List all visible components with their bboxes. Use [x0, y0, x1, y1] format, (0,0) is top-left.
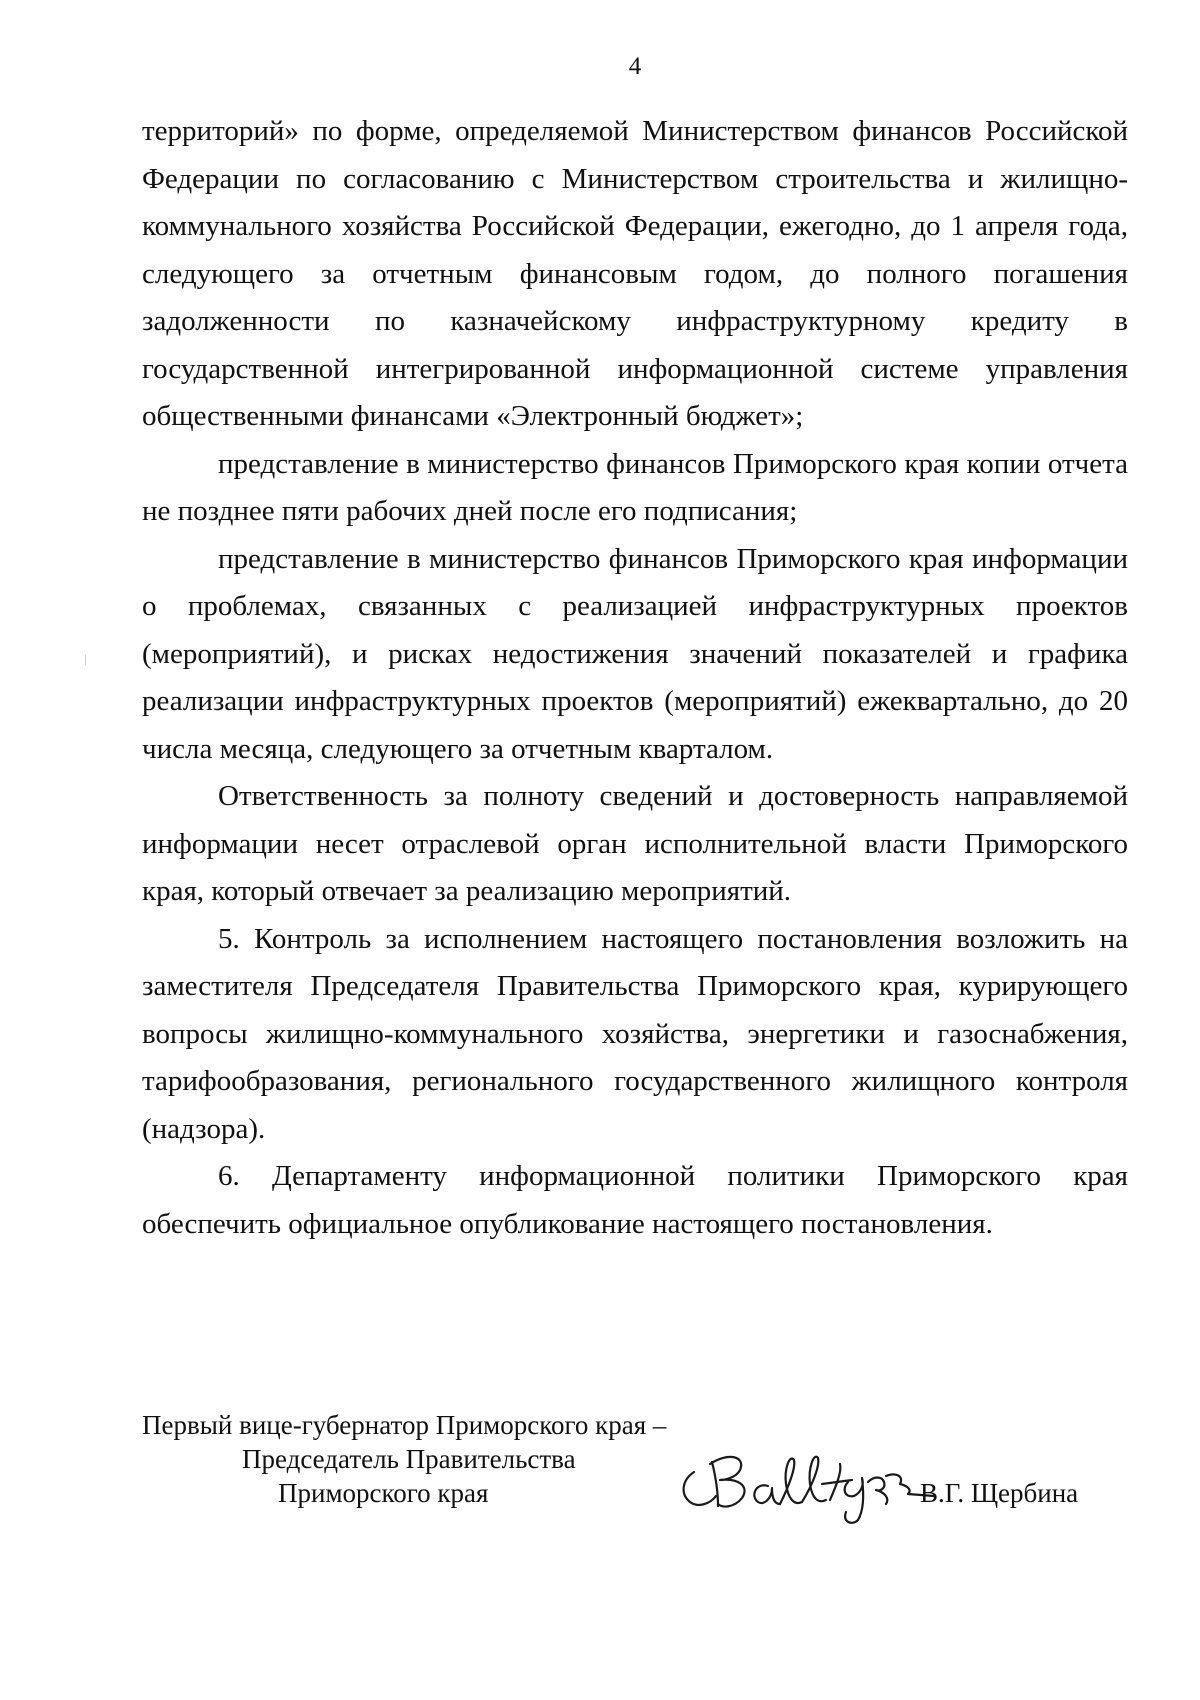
margin-mark: [85, 655, 86, 665]
paragraph-problems-info: представление в министерство финансов Приморского края информации о проблемах, связанных с реализацией инфраструктурных проектов (мероприятий), и рисках недостижения значений показателей и графика реализации инфраструктурных проектов (мероприятий) ежеквартально, до 20 числа месяца, следующего за отчетным кварталом.: [142, 542, 1128, 765]
paragraph-report-copy: представление в министерство финансов Приморского края копии отчета не позднее пяти рабочих дней после его подписания;: [142, 447, 1128, 527]
signatory-title-line-2: Председатель Правительства: [242, 1444, 576, 1474]
paragraph-item-6-publication: 6. Департаменту информационной политики Приморского края обеспечить официальное опубликование настоящего постановления.: [142, 1160, 1128, 1240]
signatory-title-line-3: Приморского края: [278, 1478, 489, 1508]
document-body: [142, 108, 1128, 1248]
signatory-name: В.Г. Щербина: [920, 1478, 1079, 1508]
paragraph-responsibility: Ответственность за полноту сведений и достоверность направляемой информации несет отраслевой орган исполнительной власти Приморского края, который отвечает за реализацию мероприятий.: [142, 780, 1128, 907]
signatory-title-line-1: Первый вице-губернатор Приморского края –: [142, 1410, 667, 1440]
page-number: 4: [628, 53, 642, 80]
paragraph-continuation: территорий» по форме, определяемой Министерством финансов Российской Федерации по согласованию с Министерством строительства и жилищно-коммунального хозяйства Российской Федерации, ежегодно, до 1 апреля года, следующего за отчетным финансовым годом, до полного погашения задолженности по казначейскому инфраструктурному кредиту в государственной интегрированной информационной системе управления общественными финансами «Электронный бюджет»;: [142, 115, 1128, 432]
paragraph-item-5-control: 5. Контроль за исполнением настоящего постановления возложить на заместителя Председателя Правительства Приморского края, курирующего вопросы жилищно-коммунального хозяйства, энергетики и газоснабжения, тарифообразования, регионального государственного жилищного контроля (надзора).: [142, 922, 1128, 1145]
signature-block: [142, 1408, 1142, 1528]
